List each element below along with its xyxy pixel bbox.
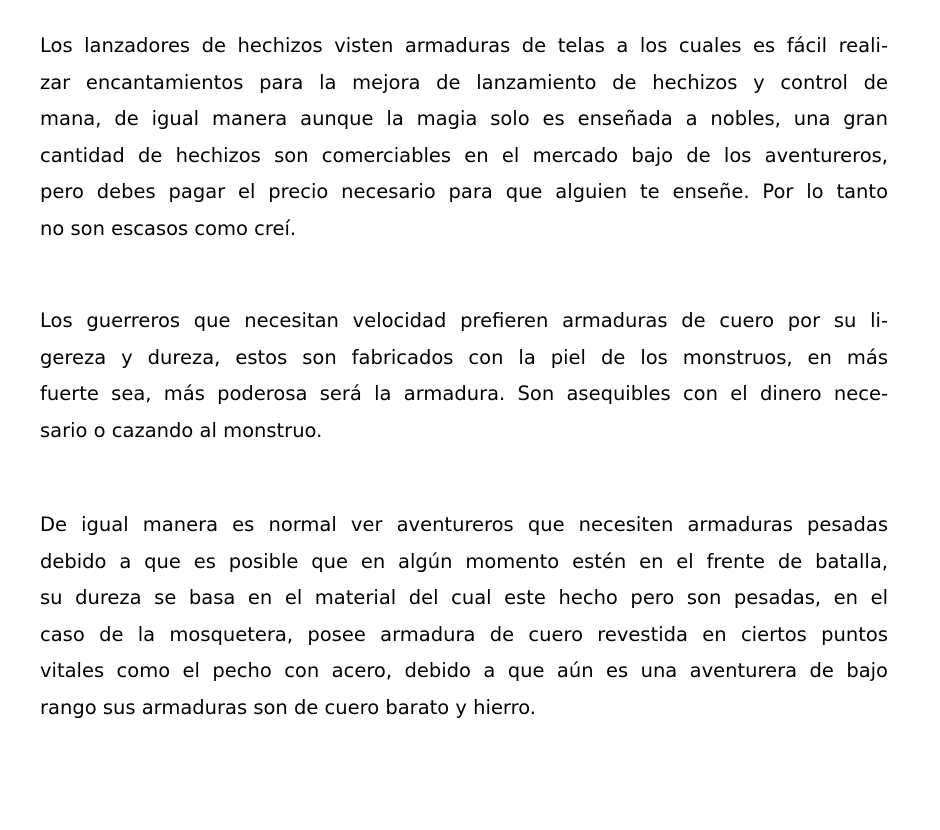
text-line: Los guerreros que necesitan velocidad prefieren armaduras de cuero por su li- xyxy=(40,309,888,332)
text-line: pero debes pagar el precio necesario para que alguien te enseñe. Por lo tanto xyxy=(40,180,888,203)
text-line: cantidad de hechizos son comerciables en el mercado bajo de los aventureros, xyxy=(40,143,888,167)
text-line: sario o cazando al monstruo. xyxy=(40,418,323,442)
text-line: zar encantamientos para la mejora de lanzamiento de hechizos y control de xyxy=(40,70,888,94)
text-line: caso de la mosquetera, posee armadura de cuero revestida en ciertos puntos xyxy=(40,622,888,646)
text-line: su dureza se basa en el material del cual este hecho pero son pesadas, en el xyxy=(40,586,888,609)
paragraph-warriors xyxy=(40,303,888,449)
text-line: debido a que es posible que en algún momento estén en el frente de batalla, xyxy=(40,549,888,573)
text-line: no son escasos como creí. xyxy=(40,216,297,240)
paragraph-heavy-armor xyxy=(40,507,888,726)
paragraph-spellcasters xyxy=(40,28,888,247)
text-line: Los lanzadores de hechizos visten armaduras de telas a los cuales es fácil reali- xyxy=(40,34,888,57)
text-line: mana, de igual manera aunque la magia solo es enseñada a nobles, una gran xyxy=(40,107,888,130)
text-line: De igual manera es normal ver aventureros que necesiten armaduras pesadas xyxy=(40,513,888,536)
text-line: gereza y dureza, estos son fabricados con la piel de los monstruos, en más xyxy=(40,345,888,369)
text-line: fuerte sea, más poderosa será la armadura. Son asequibles con el dinero nece- xyxy=(40,382,888,405)
text-line: vitales como el pecho con acero, debido a que aún es una aventurera de bajo xyxy=(40,659,888,682)
text-line: rango sus armaduras son de cuero barato y hierro. xyxy=(40,695,536,719)
